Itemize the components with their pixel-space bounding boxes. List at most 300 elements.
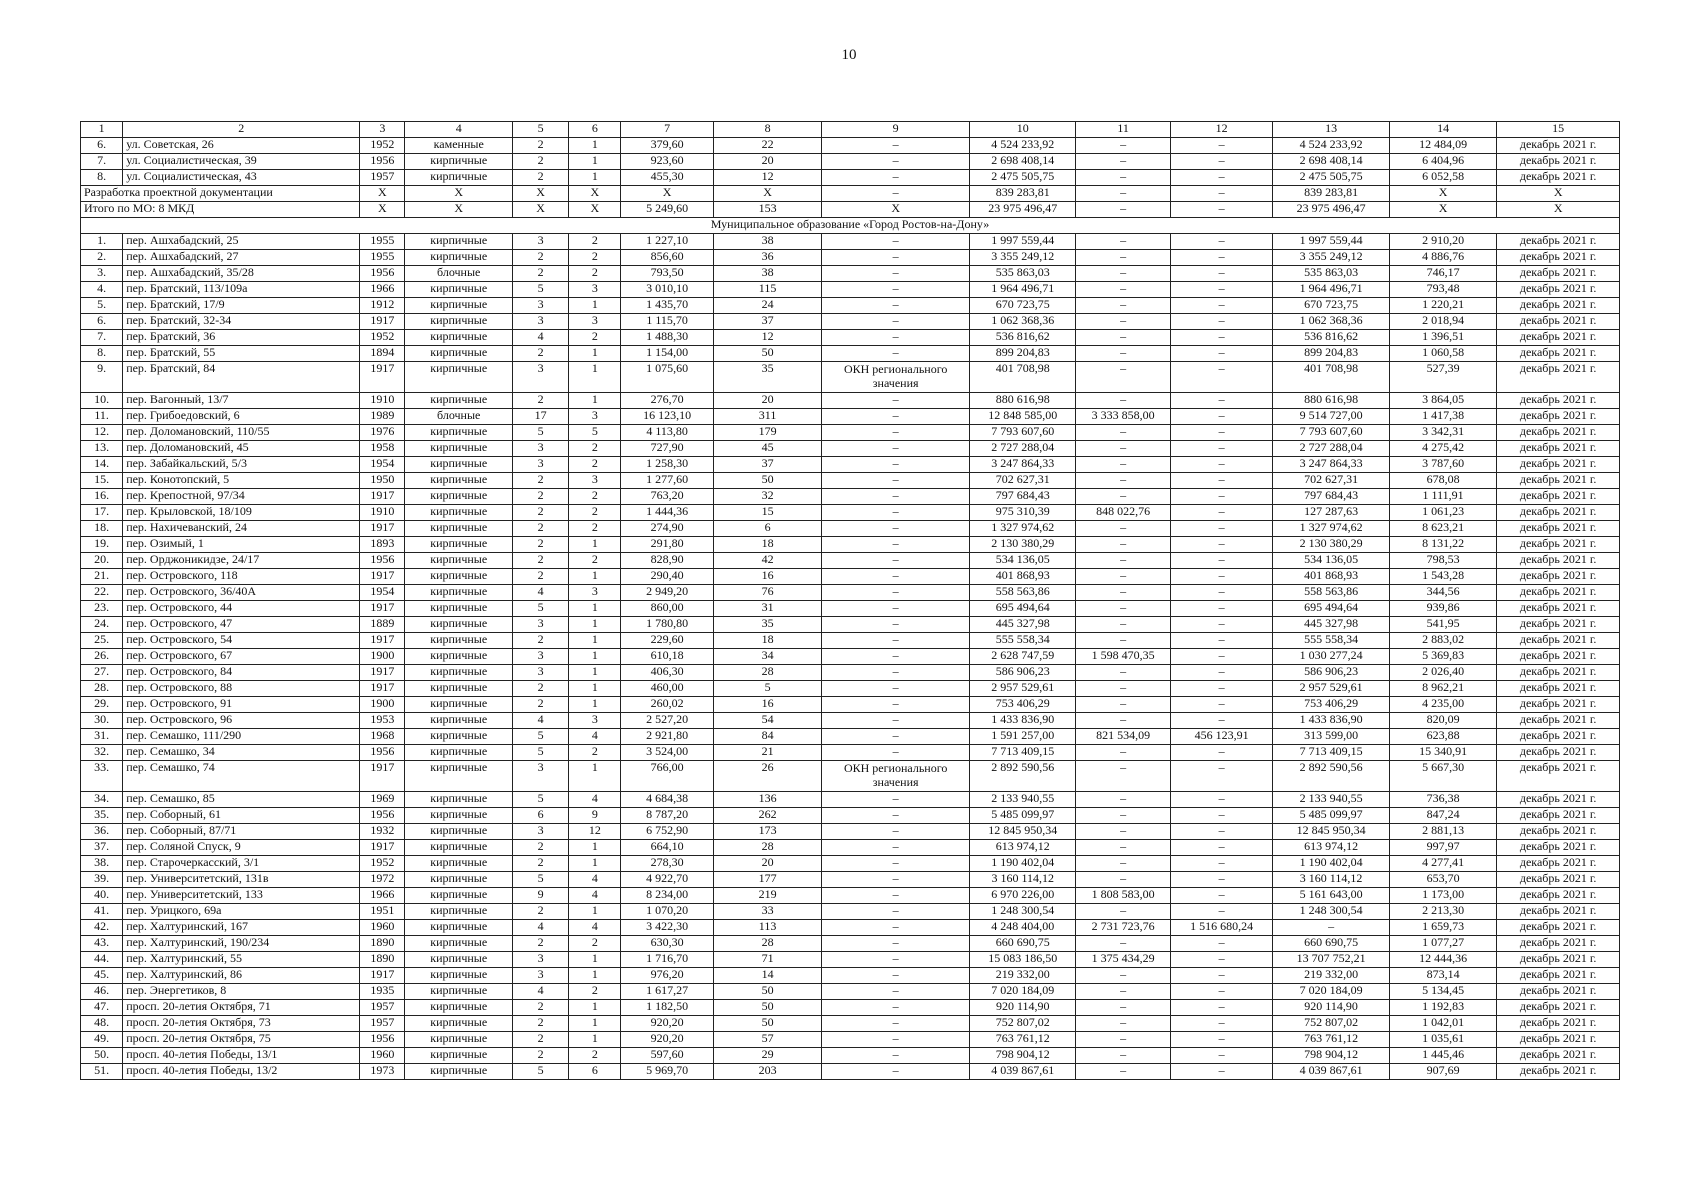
cell-year: 1917 <box>360 681 405 697</box>
table-row <box>81 250 1620 266</box>
cell-year: 1960 <box>360 920 405 936</box>
cell-unit-cost: 1 042,01 <box>1389 1016 1496 1032</box>
cell-year: 1956 <box>360 553 405 569</box>
cell-num: 10. <box>81 393 123 409</box>
cell-fund-source-11: – <box>1076 824 1170 840</box>
cell-fund-source-12: – <box>1170 409 1272 425</box>
summary-label: Разработка проектной документации <box>81 186 360 202</box>
cell-total-cost: 2 133 940,55 <box>969 792 1075 808</box>
cell-fund-source-12: – <box>1170 457 1272 473</box>
cell-unit-cost: 4 277,41 <box>1389 856 1496 872</box>
cell-entrances: 4 <box>569 888 621 904</box>
cell-fund-source-11: – <box>1076 393 1170 409</box>
cell-deadline: декабрь 2021 г. <box>1497 1048 1620 1064</box>
cell-address: просп. 20-летия Октября, 75 <box>123 1032 360 1048</box>
cell-okn-status: – <box>822 872 970 888</box>
cell-okn-status: – <box>822 537 970 553</box>
cell-fund-source-12: – <box>1170 968 1272 984</box>
cell-fund-source-13: 4 524 233,92 <box>1273 138 1390 154</box>
cell-num: 33. <box>81 761 123 792</box>
cell-fund-source-11: – <box>1076 1048 1170 1064</box>
cell-address: пер. Старочеркасский, 3/1 <box>123 856 360 872</box>
cell-entrances: 1 <box>569 601 621 617</box>
cell-unit-cost: 4 235,00 <box>1389 697 1496 713</box>
cell-total-cost: 534 136,05 <box>969 553 1075 569</box>
cell-wall-material: кирпичные <box>405 713 512 729</box>
cell-residents: 262 <box>713 808 821 824</box>
cell-residents: 14 <box>713 968 821 984</box>
cell-fund-source-13: 3 247 864,33 <box>1273 457 1390 473</box>
cell-unit-cost: 527,39 <box>1389 362 1496 393</box>
cell-year: 1917 <box>360 521 405 537</box>
cell-area: 2 949,20 <box>621 585 713 601</box>
cell-okn-status: – <box>822 840 970 856</box>
table-row <box>81 585 1620 601</box>
summary-deadline: X <box>1497 186 1620 202</box>
cell-entrances: 1 <box>569 633 621 649</box>
cell-wall-material: кирпичные <box>405 330 512 346</box>
cell-num: 19. <box>81 537 123 553</box>
cell-num: 6. <box>81 314 123 330</box>
cell-total-cost: 536 816,62 <box>969 330 1075 346</box>
cell-entrances: 12 <box>569 824 621 840</box>
cell-fund-source-11: – <box>1076 537 1170 553</box>
cell-address: пер. Соборный, 87/71 <box>123 824 360 840</box>
cell-wall-material: кирпичные <box>405 872 512 888</box>
cell-entrances: 1 <box>569 537 621 553</box>
cell-address: пер. Доломановский, 45 <box>123 441 360 457</box>
cell-floors: 3 <box>512 761 568 792</box>
cell-num: 30. <box>81 713 123 729</box>
cell-wall-material: кирпичные <box>405 888 512 904</box>
cell-address: ул. Социалистическая, 43 <box>123 170 360 186</box>
cell-area: 1 182,50 <box>621 1000 713 1016</box>
cell-deadline: декабрь 2021 г. <box>1497 489 1620 505</box>
cell-area: 727,90 <box>621 441 713 457</box>
cell-wall-material: кирпичные <box>405 601 512 617</box>
summary-year: X <box>360 202 405 218</box>
summary-area: 5 249,60 <box>621 202 713 218</box>
cell-address: пер. Братский, 84 <box>123 362 360 393</box>
cell-fund-source-11: – <box>1076 521 1170 537</box>
cell-residents: 15 <box>713 505 821 521</box>
cell-area: 3 524,00 <box>621 745 713 761</box>
cell-entrances: 1 <box>569 904 621 920</box>
cell-okn-status: – <box>822 346 970 362</box>
cell-fund-source-12: – <box>1170 952 1272 968</box>
cell-num: 43. <box>81 936 123 952</box>
cell-unit-cost: 1 192,83 <box>1389 1000 1496 1016</box>
cell-unit-cost: 1 396,51 <box>1389 330 1496 346</box>
cell-fund-source-11: – <box>1076 234 1170 250</box>
cell-year: 1968 <box>360 729 405 745</box>
cell-residents: 84 <box>713 729 821 745</box>
cell-address: пер. Орджоникидзе, 24/17 <box>123 553 360 569</box>
cell-fund-source-11: – <box>1076 1000 1170 1016</box>
cell-fund-source-11: – <box>1076 713 1170 729</box>
cell-address: пер. Доломановский, 110/55 <box>123 425 360 441</box>
cell-entrances: 1 <box>569 138 621 154</box>
cell-entrances: 9 <box>569 808 621 824</box>
table-row <box>81 888 1620 904</box>
cell-deadline: декабрь 2021 г. <box>1497 473 1620 489</box>
cell-unit-cost: 3 787,60 <box>1389 457 1496 473</box>
cell-address: пер. Халтуринский, 55 <box>123 952 360 968</box>
cell-num: 14. <box>81 457 123 473</box>
cell-total-cost: 613 974,12 <box>969 840 1075 856</box>
cell-okn-status: ОКН регионального значения <box>822 761 970 792</box>
cell-fund-source-11: – <box>1076 457 1170 473</box>
cell-num: 50. <box>81 1048 123 1064</box>
cell-entrances: 1 <box>569 569 621 585</box>
cell-deadline: декабрь 2021 г. <box>1497 761 1620 792</box>
cell-fund-source-13: 219 332,00 <box>1273 968 1390 984</box>
cell-num: 39. <box>81 872 123 888</box>
cell-total-cost: 763 761,12 <box>969 1032 1075 1048</box>
cell-address: пер. Забайкальский, 5/3 <box>123 457 360 473</box>
cell-fund-source-13: 5 485 099,97 <box>1273 808 1390 824</box>
table-row <box>81 952 1620 968</box>
cell-deadline: декабрь 2021 г. <box>1497 745 1620 761</box>
cell-okn-status: – <box>822 713 970 729</box>
cell-year: 1955 <box>360 234 405 250</box>
cell-floors: 2 <box>512 489 568 505</box>
cell-floors: 2 <box>512 521 568 537</box>
cell-residents: 76 <box>713 585 821 601</box>
summary-wall-material: X <box>405 202 512 218</box>
cell-fund-source-12: – <box>1170 521 1272 537</box>
cell-deadline: декабрь 2021 г. <box>1497 170 1620 186</box>
cell-year: 1917 <box>360 665 405 681</box>
summary-row <box>81 202 1620 218</box>
cell-okn-status: – <box>822 234 970 250</box>
cell-fund-source-12: – <box>1170 346 1272 362</box>
column-number-11: 11 <box>1076 122 1170 138</box>
cell-unit-cost: 997,97 <box>1389 840 1496 856</box>
cell-year: 1966 <box>360 888 405 904</box>
table-row <box>81 154 1620 170</box>
cell-floors: 5 <box>512 282 568 298</box>
cell-unit-cost: 736,38 <box>1389 792 1496 808</box>
cell-okn-status: – <box>822 521 970 537</box>
summary-total-cost: 23 975 496,47 <box>969 202 1075 218</box>
cell-num: 4. <box>81 282 123 298</box>
cell-area: 763,20 <box>621 489 713 505</box>
cell-wall-material: блочные <box>405 409 512 425</box>
cell-address: пер. Ашхабадский, 27 <box>123 250 360 266</box>
table-row <box>81 170 1620 186</box>
cell-fund-source-12: – <box>1170 170 1272 186</box>
cell-area: 2 527,20 <box>621 713 713 729</box>
cell-num: 51. <box>81 1064 123 1080</box>
cell-deadline: декабрь 2021 г. <box>1497 537 1620 553</box>
cell-fund-source-13: 127 287,63 <box>1273 505 1390 521</box>
cell-address: пер. Семашко, 111/290 <box>123 729 360 745</box>
cell-address: ул. Советская, 26 <box>123 138 360 154</box>
cell-fund-source-11: – <box>1076 425 1170 441</box>
cell-fund-source-11: – <box>1076 633 1170 649</box>
cell-floors: 4 <box>512 984 568 1000</box>
cell-total-cost: 2 475 505,75 <box>969 170 1075 186</box>
table-row <box>81 505 1620 521</box>
cell-entrances: 2 <box>569 936 621 952</box>
cell-fund-source-12: – <box>1170 138 1272 154</box>
cell-fund-source-12: – <box>1170 537 1272 553</box>
cell-residents: 5 <box>713 681 821 697</box>
cell-wall-material: кирпичные <box>405 729 512 745</box>
cell-okn-status: – <box>822 633 970 649</box>
cell-num: 16. <box>81 489 123 505</box>
cell-deadline: декабрь 2021 г. <box>1497 984 1620 1000</box>
cell-wall-material: кирпичные <box>405 505 512 521</box>
table-row <box>81 537 1620 553</box>
cell-residents: 57 <box>713 1032 821 1048</box>
table-row <box>81 1048 1620 1064</box>
cell-area: 16 123,10 <box>621 409 713 425</box>
cell-unit-cost: 6 404,96 <box>1389 154 1496 170</box>
cell-residents: 20 <box>713 154 821 170</box>
cell-total-cost: 753 406,29 <box>969 697 1075 713</box>
cell-entrances: 2 <box>569 489 621 505</box>
cell-num: 6. <box>81 138 123 154</box>
cell-okn-status: – <box>822 138 970 154</box>
cell-floors: 3 <box>512 362 568 393</box>
cell-year: 1969 <box>360 792 405 808</box>
cell-unit-cost: 4 275,42 <box>1389 441 1496 457</box>
cell-area: 455,30 <box>621 170 713 186</box>
cell-floors: 5 <box>512 792 568 808</box>
cell-unit-cost: 1 060,58 <box>1389 346 1496 362</box>
cell-total-cost: 219 332,00 <box>969 968 1075 984</box>
cell-address: пер. Островского, 84 <box>123 665 360 681</box>
cell-wall-material: кирпичные <box>405 936 512 952</box>
cell-num: 7. <box>81 154 123 170</box>
cell-okn-status: – <box>822 425 970 441</box>
cell-fund-source-12: – <box>1170 872 1272 888</box>
table-row <box>81 745 1620 761</box>
cell-wall-material: кирпичные <box>405 681 512 697</box>
cell-entrances: 1 <box>569 952 621 968</box>
cell-year: 1917 <box>360 601 405 617</box>
cell-residents: 32 <box>713 489 821 505</box>
cell-wall-material: кирпичные <box>405 298 512 314</box>
cell-residents: 50 <box>713 984 821 1000</box>
cell-wall-material: кирпичные <box>405 569 512 585</box>
cell-address: пер. Конотопский, 5 <box>123 473 360 489</box>
cell-num: 29. <box>81 697 123 713</box>
section-title: Муниципальное образование «Город Ростов-на-Дону» <box>81 218 1620 234</box>
cell-entrances: 2 <box>569 745 621 761</box>
cell-fund-source-11: – <box>1076 298 1170 314</box>
cell-okn-status: – <box>822 170 970 186</box>
cell-address: пер. Урицкого, 69а <box>123 904 360 920</box>
cell-unit-cost: 12 444,36 <box>1389 952 1496 968</box>
cell-unit-cost: 2 018,94 <box>1389 314 1496 330</box>
table-row <box>81 617 1620 633</box>
cell-okn-status: – <box>822 505 970 521</box>
cell-fund-source-13: 7 713 409,15 <box>1273 745 1390 761</box>
cell-wall-material: кирпичные <box>405 824 512 840</box>
cell-address: пер. Островского, 54 <box>123 633 360 649</box>
cell-floors: 2 <box>512 170 568 186</box>
cell-residents: 50 <box>713 1000 821 1016</box>
cell-fund-source-12: – <box>1170 441 1272 457</box>
cell-deadline: декабрь 2021 г. <box>1497 729 1620 745</box>
cell-floors: 5 <box>512 729 568 745</box>
cell-wall-material: кирпичные <box>405 489 512 505</box>
table-row <box>81 266 1620 282</box>
cell-area: 6 752,90 <box>621 824 713 840</box>
cell-okn-status: – <box>822 920 970 936</box>
cell-address: просп. 40-летия Победы, 13/1 <box>123 1048 360 1064</box>
cell-fund-source-11: – <box>1076 585 1170 601</box>
cell-residents: 37 <box>713 314 821 330</box>
cell-okn-status: – <box>822 585 970 601</box>
cell-fund-source-11: – <box>1076 665 1170 681</box>
cell-wall-material: кирпичные <box>405 1000 512 1016</box>
cell-okn-status: – <box>822 601 970 617</box>
cell-deadline: декабрь 2021 г. <box>1497 665 1620 681</box>
cell-num: 8. <box>81 346 123 362</box>
cell-fund-source-12: – <box>1170 1016 1272 1032</box>
summary-floors: X <box>512 186 568 202</box>
cell-area: 630,30 <box>621 936 713 952</box>
table-row <box>81 920 1620 936</box>
cell-wall-material: кирпичные <box>405 920 512 936</box>
cell-unit-cost: 344,56 <box>1389 585 1496 601</box>
cell-okn-status: – <box>822 298 970 314</box>
summary-deadline: X <box>1497 202 1620 218</box>
cell-year: 1966 <box>360 282 405 298</box>
cell-entrances: 4 <box>569 872 621 888</box>
cell-entrances: 1 <box>569 697 621 713</box>
cell-total-cost: 3 355 249,12 <box>969 250 1075 266</box>
cell-area: 766,00 <box>621 761 713 792</box>
cell-okn-status: – <box>822 968 970 984</box>
cell-fund-source-12: – <box>1170 808 1272 824</box>
cell-fund-source-11: – <box>1076 154 1170 170</box>
cell-num: 34. <box>81 792 123 808</box>
cell-address: пер. Братский, 36 <box>123 330 360 346</box>
cell-year: 1894 <box>360 346 405 362</box>
cell-deadline: декабрь 2021 г. <box>1497 346 1620 362</box>
cell-residents: 219 <box>713 888 821 904</box>
cell-unit-cost: 8 623,21 <box>1389 521 1496 537</box>
cell-deadline: декабрь 2021 г. <box>1497 298 1620 314</box>
cell-okn-status: – <box>822 1048 970 1064</box>
cell-year: 1972 <box>360 872 405 888</box>
cell-floors: 2 <box>512 138 568 154</box>
cell-entrances: 3 <box>569 314 621 330</box>
cell-residents: 35 <box>713 362 821 393</box>
cell-entrances: 1 <box>569 968 621 984</box>
cell-year: 1910 <box>360 505 405 521</box>
cell-area: 290,40 <box>621 569 713 585</box>
cell-wall-material: кирпичные <box>405 250 512 266</box>
cell-floors: 2 <box>512 266 568 282</box>
cell-floors: 4 <box>512 330 568 346</box>
cell-okn-status: – <box>822 250 970 266</box>
cell-num: 1. <box>81 234 123 250</box>
cell-fund-source-13: 555 558,34 <box>1273 633 1390 649</box>
cell-fund-source-13: 2 698 408,14 <box>1273 154 1390 170</box>
cell-wall-material: кирпичные <box>405 633 512 649</box>
table-row <box>81 330 1620 346</box>
cell-okn-status: – <box>822 681 970 697</box>
page-number: 10 <box>841 47 857 63</box>
cell-entrances: 1 <box>569 649 621 665</box>
cell-num: 20. <box>81 553 123 569</box>
table-row <box>81 968 1620 984</box>
table-row <box>81 1000 1620 1016</box>
cell-fund-source-11: 1 375 434,29 <box>1076 952 1170 968</box>
cell-year: 1952 <box>360 856 405 872</box>
cell-unit-cost: 2 910,20 <box>1389 234 1496 250</box>
cell-fund-source-13: 558 563,86 <box>1273 585 1390 601</box>
cell-floors: 9 <box>512 888 568 904</box>
cell-fund-source-11: – <box>1076 872 1170 888</box>
cell-fund-source-13: 2 133 940,55 <box>1273 792 1390 808</box>
cell-area: 2 921,80 <box>621 729 713 745</box>
cell-fund-source-11: 848 022,76 <box>1076 505 1170 521</box>
cell-fund-source-12: – <box>1170 761 1272 792</box>
cell-fund-source-13: 2 130 380,29 <box>1273 537 1390 553</box>
cell-unit-cost: 798,53 <box>1389 553 1496 569</box>
cell-year: 1900 <box>360 697 405 713</box>
cell-wall-material: кирпичные <box>405 282 512 298</box>
cell-wall-material: кирпичные <box>405 984 512 1000</box>
cell-fund-source-12: – <box>1170 1032 1272 1048</box>
table-row <box>81 314 1620 330</box>
cell-fund-source-11: – <box>1076 362 1170 393</box>
cell-fund-source-13: 880 616,98 <box>1273 393 1390 409</box>
cell-fund-source-13: 670 723,75 <box>1273 298 1390 314</box>
cell-wall-material: кирпичные <box>405 1016 512 1032</box>
cell-fund-source-11: – <box>1076 904 1170 920</box>
cell-fund-source-13: 313 599,00 <box>1273 729 1390 745</box>
column-number-row <box>81 122 1620 138</box>
cell-num: 48. <box>81 1016 123 1032</box>
table-row <box>81 792 1620 808</box>
cell-fund-source-13: 660 690,75 <box>1273 936 1390 952</box>
cell-deadline: декабрь 2021 г. <box>1497 282 1620 298</box>
cell-area: 856,60 <box>621 250 713 266</box>
cell-fund-source-13: 899 204,83 <box>1273 346 1390 362</box>
cell-fund-source-12: – <box>1170 713 1272 729</box>
cell-fund-source-11: – <box>1076 489 1170 505</box>
cell-area: 1 488,30 <box>621 330 713 346</box>
cell-num: 47. <box>81 1000 123 1016</box>
table-row <box>81 1016 1620 1032</box>
cell-total-cost: 7 020 184,09 <box>969 984 1075 1000</box>
summary-fund-source-13: 23 975 496,47 <box>1273 202 1390 218</box>
table-row <box>81 553 1620 569</box>
cell-floors: 2 <box>512 1032 568 1048</box>
cell-year: 1917 <box>360 314 405 330</box>
cell-residents: 38 <box>713 234 821 250</box>
cell-fund-source-13: 2 727 288,04 <box>1273 441 1390 457</box>
cell-okn-status: – <box>822 553 970 569</box>
cell-okn-status: – <box>822 904 970 920</box>
cell-residents: 29 <box>713 1048 821 1064</box>
cell-address: пер. Ашхабадский, 35/28 <box>123 266 360 282</box>
cell-area: 8 787,20 <box>621 808 713 824</box>
summary-okn-status: – <box>822 186 970 202</box>
cell-okn-status: – <box>822 729 970 745</box>
cell-total-cost: 1 591 257,00 <box>969 729 1075 745</box>
cell-unit-cost: 873,14 <box>1389 968 1496 984</box>
cell-fund-source-13: 4 039 867,61 <box>1273 1064 1390 1080</box>
